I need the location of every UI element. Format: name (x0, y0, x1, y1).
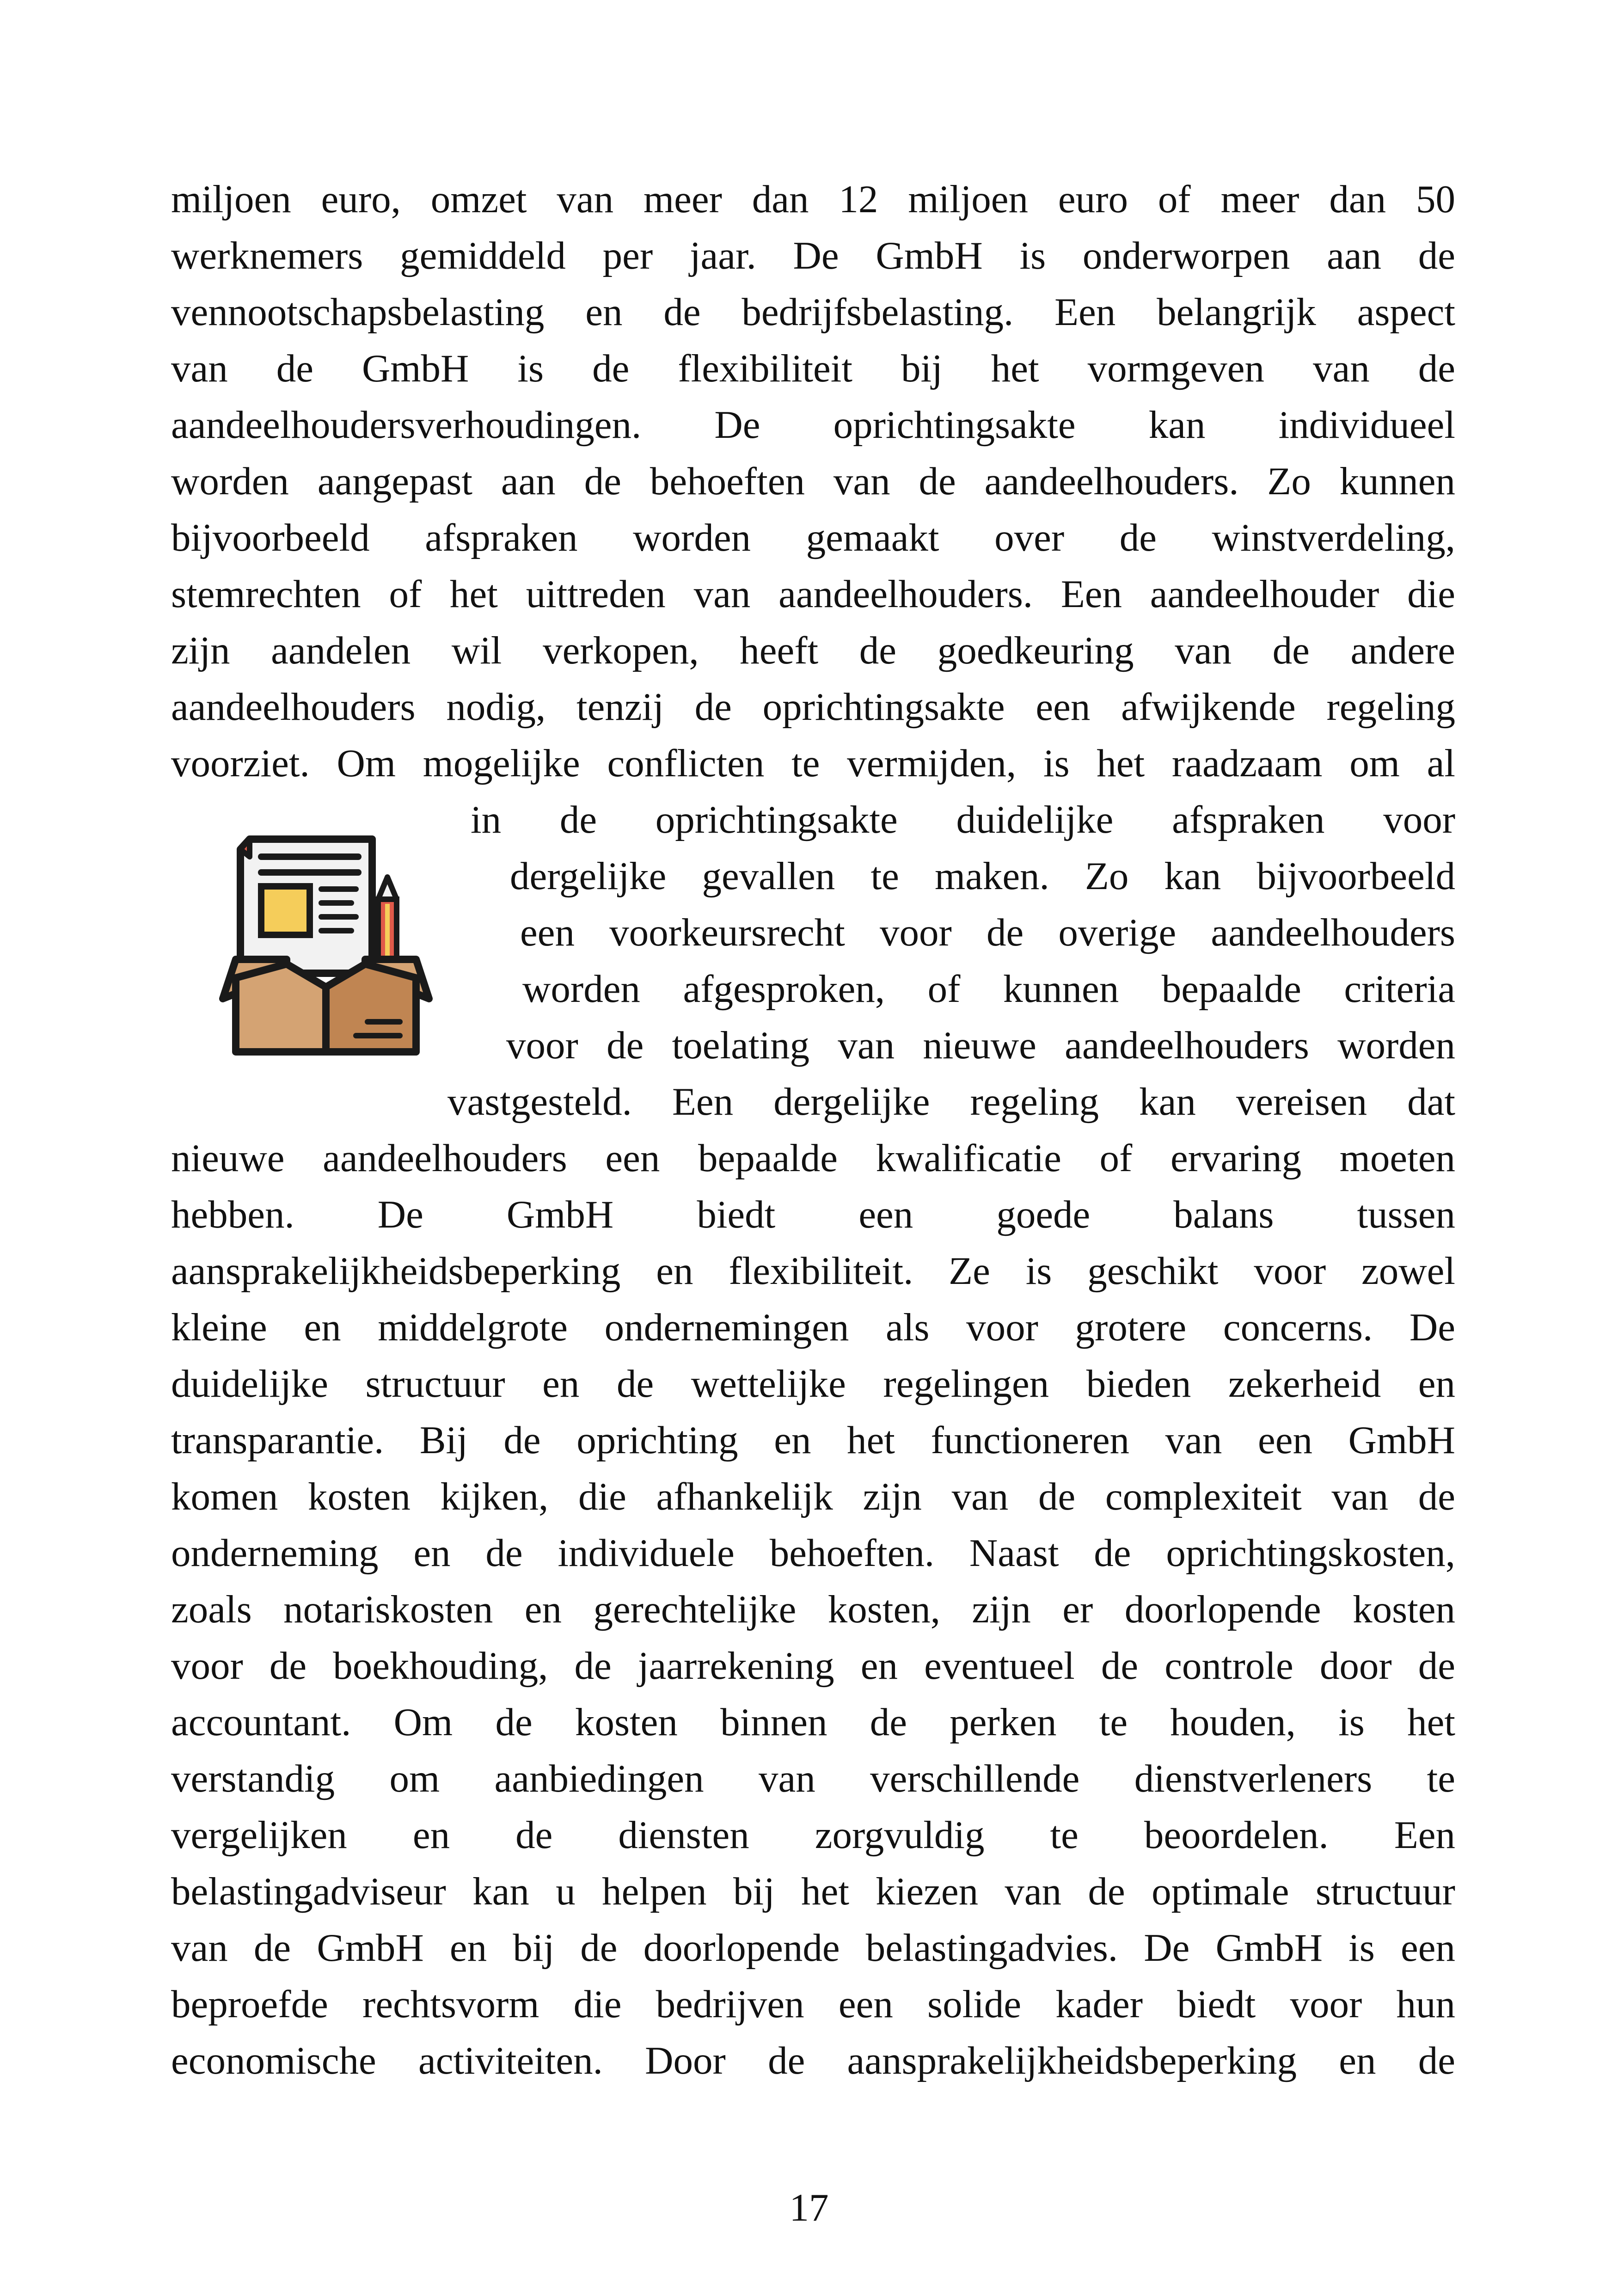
text-line: vastgesteld. Een dergelijke regeling kan vereisen dat (447, 1080, 1455, 1123)
text-line: verstandig om aanbiedingen van verschillende dienstverleners te (171, 1757, 1455, 1800)
text-line: kleine en middelgrote ondernemingen als voor grotere concerns. De (171, 1306, 1455, 1349)
text-line: voor de toelating van nieuwe aandeelhouders worden (506, 1024, 1455, 1067)
text-line: beproefde rechtsvorm die bedrijven een solide kader biedt voor hun (171, 1983, 1455, 2026)
text-line: zijn aandelen wil verkopen, heeft de goedkeuring van de andere (171, 629, 1455, 672)
text-line: een voorkeursrecht voor de overige aandeelhouders (520, 911, 1455, 954)
text-line: stemrechten of het uittreden van aandeelhouders. Een aandeelhouder die (171, 572, 1455, 616)
text-line: werknemers gemiddeld per jaar. De GmbH is onderworpen aan de (171, 234, 1455, 277)
pencil-tip (378, 877, 397, 899)
text-line: van de GmbH en bij de doorlopende belastingadvies. De GmbH is een (171, 1926, 1455, 1970)
text-line: onderneming en de individuele behoeften. Naast de oprichtingskosten, (171, 1531, 1455, 1575)
text-line: aandeelhouders nodig, tenzij de oprichtingsakte een afwijkende regeling (171, 685, 1455, 729)
page-number: 17 (789, 2186, 829, 2229)
text-line: economische activiteiten. Door de aansprakelijkheidsbeperking en de (171, 2039, 1455, 2082)
text-line: bijvoorbeeld afspraken worden gemaakt over de winstverdeling, (171, 516, 1455, 559)
text-line: van de GmbH is de flexibiliteit bij het vormgeven van de (171, 347, 1455, 390)
text-line: nieuwe aandeelhouders een bepaalde kwalificatie of ervaring moeten (171, 1136, 1455, 1180)
picture-block (261, 886, 310, 935)
text-line: belastingadviseur kan u helpen bij het kiezen van de optimale structuur (171, 1870, 1455, 1913)
body-text (171, 171, 1455, 2089)
text-line: voorziet. Om mogelijke conflicten te vermijden, is het raadzaam om al (171, 742, 1455, 785)
text-line: vennootschapsbelasting en de bedrijfsbelasting. Een belangrijk aspect (171, 290, 1455, 334)
text-line: dergelijke gevallen te maken. Zo kan bijvoorbeeld (510, 854, 1455, 898)
text-line: worden afgesproken, of kunnen bepaalde criteria (522, 967, 1455, 1011)
text-line: aandeelhoudersverhoudingen. De oprichtingsakte kan individueel (171, 403, 1455, 447)
text-line: miljoen euro, omzet van meer dan 12 miljoen euro of meer dan 50 (171, 178, 1455, 221)
text-line: hebben. De GmbH biedt een goede balans tussen (171, 1193, 1455, 1236)
text-line: transparantie. Bij de oprichting en het functioneren van een GmbH (171, 1418, 1455, 1462)
text-line: vergelijken en de diensten zorgvuldig te beoordelen. Een (171, 1813, 1455, 1857)
text-line: aansprakelijkheidsbeperking en flexibiliteit. Ze is geschikt voor zowel (171, 1249, 1455, 1293)
text-line: komen kosten kijken, die afhankelijk zijn van de complexiteit van de (171, 1475, 1455, 1518)
text-line: in de oprichtingsakte duidelijke afspraken voor (471, 798, 1455, 841)
box-body-right (326, 964, 416, 1052)
text-line: zoals notariskosten en gerechtelijke kosten, zijn er doorlopende kosten (171, 1588, 1455, 1631)
box-body-left (236, 964, 326, 1052)
text-line: worden aangepast aan de behoeften van de aandeelhouders. Zo kunnen (171, 460, 1455, 503)
text-line: voor de boekhouding, de jaarrekening en eventueel de controle door de (171, 1644, 1455, 1688)
text-line: accountant. Om de kosten binnen de perken te houden, is het (171, 1701, 1455, 1744)
documents-in-box-icon (217, 835, 435, 1059)
text-line: duidelijke structuur en de wettelijke regelingen bieden zekerheid en (171, 1362, 1455, 1406)
